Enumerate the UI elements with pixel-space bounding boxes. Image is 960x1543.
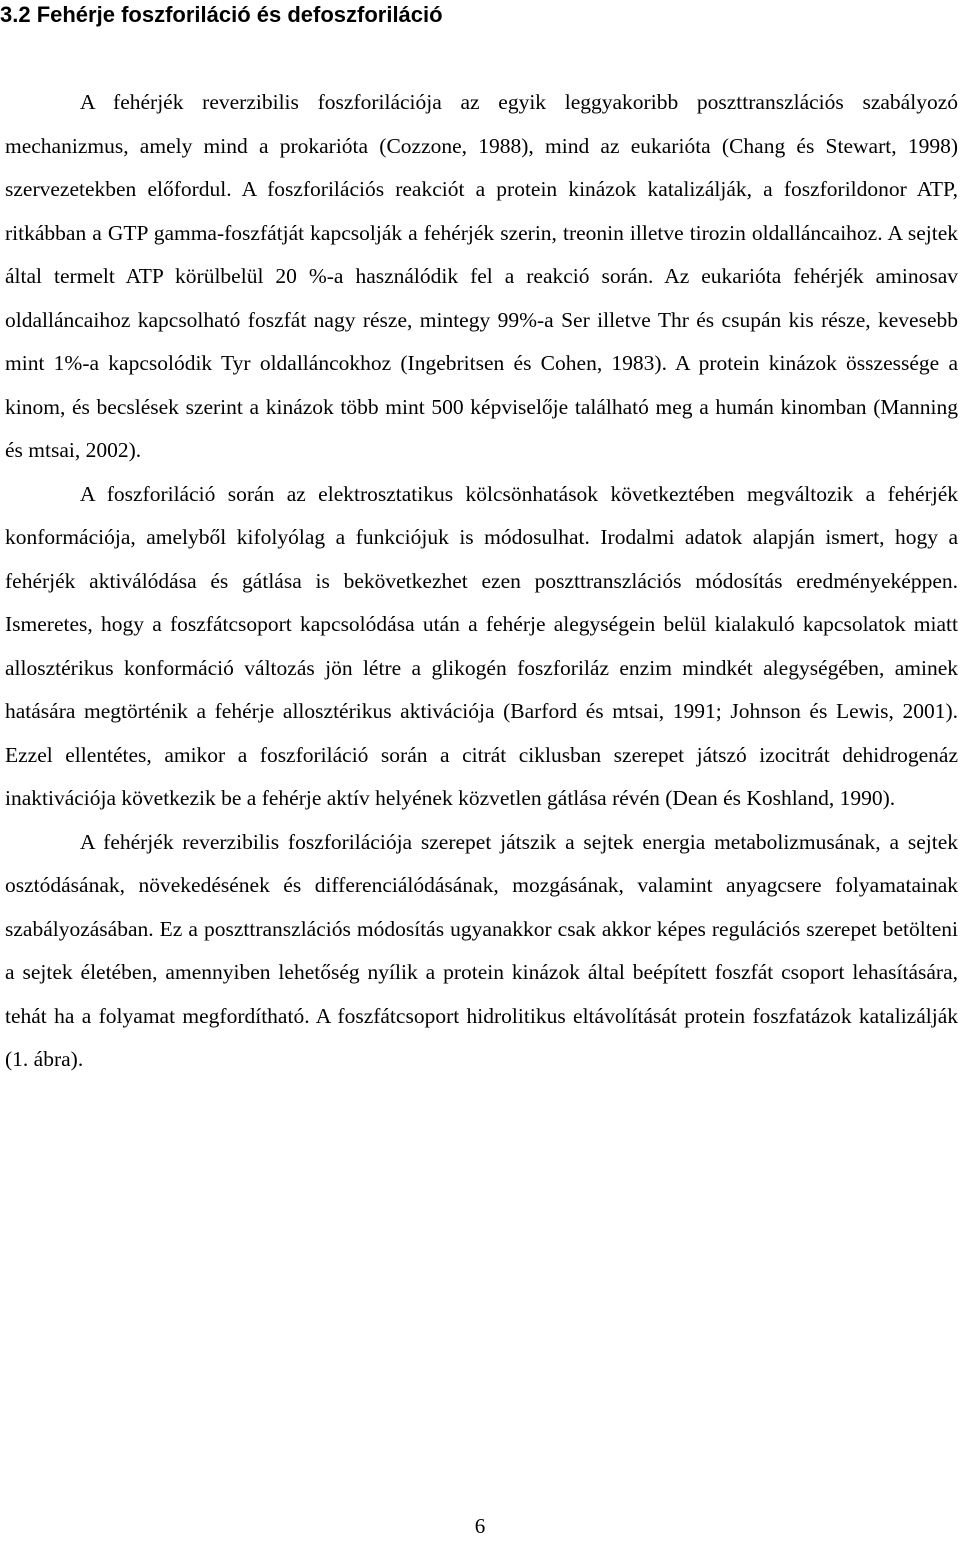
paragraph-1: A fehérjék reverzibilis foszforilációja az egyik leggyakoribb poszttranszlációs szabályozó mechanizmus, amely mind a prokarióta (Cozzone, 1988), mind az eukarióta (Chang és Stewart, 1998) szervezetekben előfordul. A foszforilációs reakciót a protein kinázok katalizálják, a foszforildonor ATP, ritkábban a GTP gamma-foszfátját kapcsolják a fehérjék szerin, treonin illetve tirozin oldalláncaihoz. A sejtek által termelt ATP körülbelül 20 %-a használódik fel a reakció során. Az eukarióta fehérjék aminosav oldalláncaihoz kapcsolható foszfát nagy része, mintegy 99%-a Ser illetve Thr és csupán kis része, kevesebb mint 1%-a kapcsolódik Tyr oldalláncokhoz (Ingebritsen és Cohen, 1983). A protein kinázok összessége a kinom, és becslések szerint a kinázok több mint 500 képviselője található meg a humán kinomban (Manning és mtsai, 2002). — [5, 90, 958, 462]
section-heading: 3.2 Fehérje foszforiláció és defoszforiláció — [0, 2, 443, 27]
body-text — [5, 81, 958, 1082]
paragraph-3: A fehérjék reverzibilis foszforilációja szerepet játszik a sejtek energia metabolizmusának, a sejtek osztódásának, növekedésének és differenciálódásának, mozgásának, valamint anyagcsere folyamatainak szabályozásában. Ez a poszttranszlációs módosítás ugyanakkor csak akkor képes regulációs szerepet betölteni a sejtek életében, amennyiben lehetőség nyílik a protein kinázok által beépített foszfát csoport lehasítására, tehát ha a folyamat megfordítható. A foszfátcsoport hidrolitikus eltávolítását protein foszfatázok katalizálják (1. ábra). — [5, 829, 958, 1071]
paragraph-2: A foszforiláció során az elektrosztatikus kölcsönhatások következtében megváltozik a fehérjék konformációja, amelyből kifolyólag a funkciójuk is módosulhat. Irodalmi adatok alapján ismert, hogy a fehérjék aktiválódása és gátlása is bekövetkezhet ezen poszttranszlációs módosítás eredményeképpen. Ismeretes, hogy a foszfátcsoport kapcsolódása után a fehérje alegységein belül kialakuló kapcsolatok miatt allosztérikus konformáció változás jön létre a glikogén foszforiláz enzim mindkét alegységében, aminek hatására megtörténik a fehérje allosztérikus aktivációja (Barford és mtsai, 1991; Johnson és Lewis, 2001). Ezzel ellentétes, amikor a foszforiláció során a citrát ciklusban szerepet játszó izocitrát dehidrogenáz inaktivációja következik be a fehérje aktív helyének közvetlen gátlása révén (Dean és Koshland, 1990). — [5, 481, 958, 810]
page-number: 6 — [474, 1514, 486, 1538]
